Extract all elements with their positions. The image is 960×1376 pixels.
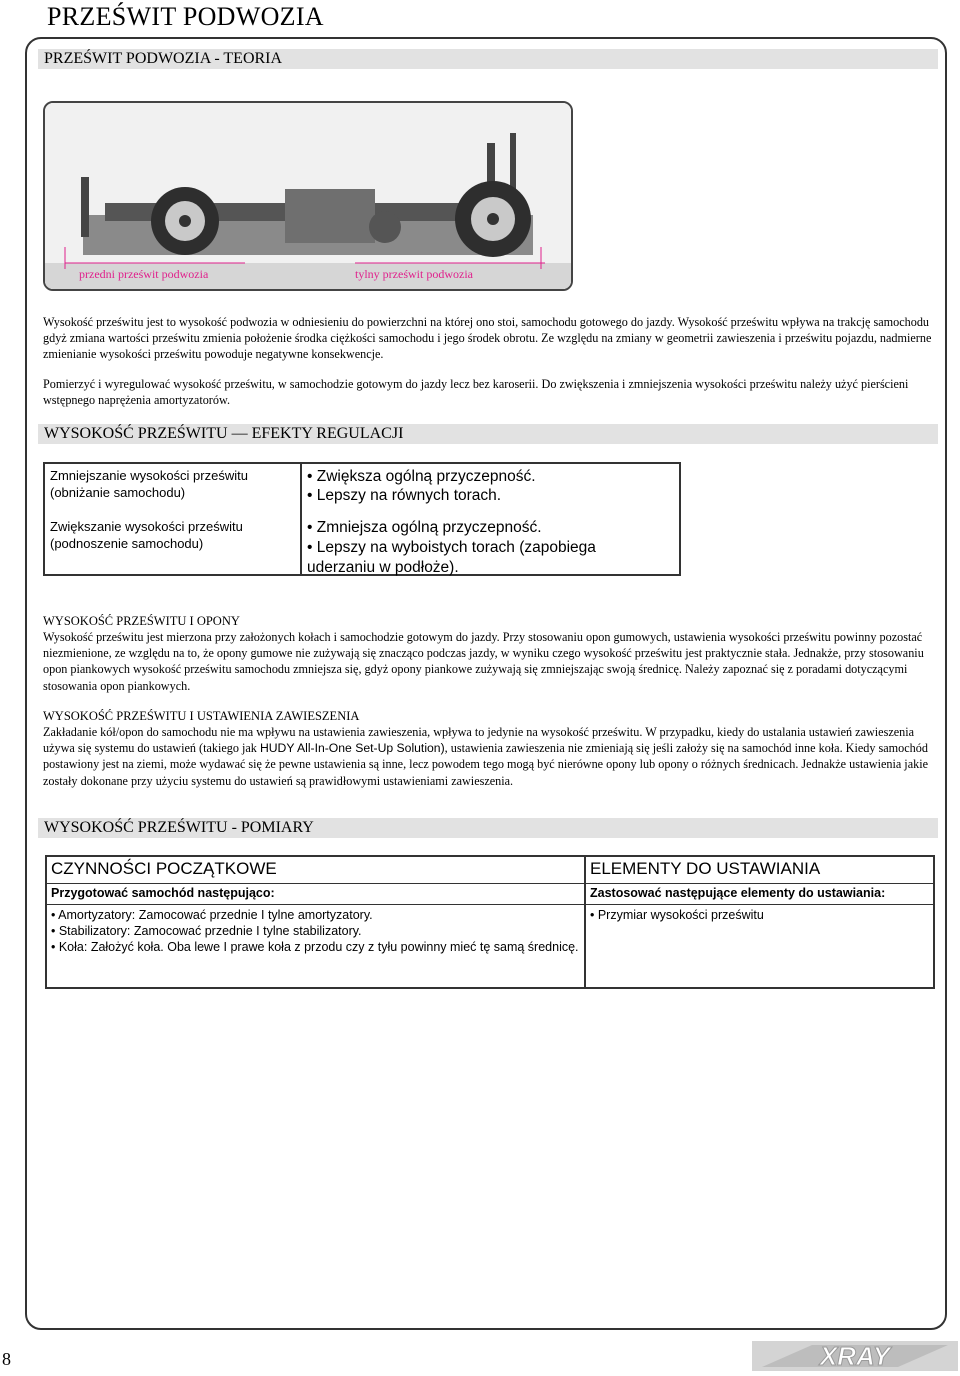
suspension-text-hudy: HUDY All-In-One Set-Up Solution) xyxy=(259,741,445,756)
page-title: PRZEŚWIT PODWOZIA xyxy=(47,2,324,31)
theory-paragraph-1: Wysokość prześwitu jest to wysokość podwozia w odniesieniu do powierzchni na której ono stoi, samochodu gotowego do jazdy. Wysokość prześwitu wpływa na trakcję samochodu gdyż zmiana wartości prześwitu zmienia położenie środka ciężkości samochodu i jego środek obrotu. Ze względu na zmiany w geometrii zawieszenia i prześwitu pojazdu, nadmierne zmienianie wysokości prześwitu powoduje negatywne konsekwencje. xyxy=(43,315,932,362)
suspension-paragraph xyxy=(43,724,933,789)
logo-text: XRAY xyxy=(819,1341,891,1371)
section-heading-theory: PRZEŚWIT PODWOZIA - TEORIA xyxy=(38,49,938,69)
xray-logo xyxy=(752,1341,958,1371)
section-heading-effects: WYSOKOŚĆ PRZEŚWITU — EFEKTY REGULACJI xyxy=(38,424,938,444)
setup-elements-header: ELEMENTY DO USTAWIANIA xyxy=(590,859,821,878)
section-heading-measure: WYSOKOŚĆ PRZEŚWITU - POMIARY xyxy=(38,818,938,838)
measure-sub-divider xyxy=(47,904,933,905)
effects-table xyxy=(43,462,681,576)
effects-row1-bullet1: • Zwiększa ogólną przyczepność. xyxy=(307,468,536,485)
heading-tires: WYSOKOŚĆ PRZEŚWITU I OPONY xyxy=(43,614,240,628)
suspension-text-c: , ustawienia zawieszenia nie zmieniają się jeśli założy się na samochód inne koła. Kiedy samochód postawiony jest na ziemi, może wydawać się że pewne ustawienia są inne, lecz powodem tego mogą być nierówne opony lub opony o różnych średnicach. Jednakże ustawienia jakie zostały dokonane przy użyciu systemu do ustawień są prawidłowymi ustawieniami zawieszenia. xyxy=(43,741,928,788)
measure-column-divider xyxy=(584,857,586,987)
suspension-text-a: Zakładanie kół/opon do samochodu nie ma wpływu na ustawienia zawieszenia, wpływa to jedynie na wysokość prześwitu. W przypadku, kiedy do ustalania ustawień zawieszenia używa się systemu do ustawień (takiego jak xyxy=(43,725,915,756)
caption-front-clearance: przedni prześwit podwozia xyxy=(79,267,209,281)
effects-row1-label: Zmniejszanie wysokości prześwitu (obniżanie samochodu) xyxy=(50,468,248,500)
list-item: • Stabilizatory: Zamocować przednie I tylne stabilizatory. xyxy=(51,924,362,938)
heading-suspension: WYSOKOŚĆ PRZEŚWITU I USTAWIENIA ZAWIESZENIA xyxy=(43,709,360,723)
initial-steps-subheader: Przygotować samochód następująco: xyxy=(51,886,275,900)
effects-row2-bullet1: • Zmniejsza ogólną przyczepność. xyxy=(307,519,542,536)
theory-paragraph-2: Pomierzyć i wyregulować wysokość prześwitu, w samochodzie gotowym do jazdy lecz bez karoserii. Do zwiększenia i zmniejszenia wysokości prześwitu należy użyć pierścieni wstępnego naprężenia amortyzatorów. xyxy=(43,377,909,408)
list-item: • Przymiar wysokości prześwitu xyxy=(590,908,764,922)
effects-row2-bullet2: • Lepszy na wyboistych torach (zapobiega uderzaniu w podłoże). xyxy=(307,539,596,576)
chassis-photo xyxy=(43,101,573,291)
list-item: • Amortyzatory: Zamocować przednie I tylne amortyzatory. xyxy=(51,908,373,922)
measurement-table xyxy=(45,855,935,989)
setup-elements-subheader: Zastosować następujące elementy do ustawiania: xyxy=(590,886,886,900)
caption-rear-clearance: tylny prześwit podwozia xyxy=(355,267,473,281)
effects-row2-label: Zwiększanie wysokości prześwitu (podnoszenie samochodu) xyxy=(50,519,243,551)
initial-steps-header: CZYNNOŚCI POCZĄTKOWE xyxy=(51,859,277,878)
list-item: • Koła: Założyć koła. Oba lewe I prawe koła z przodu czy z tyłu powinny mieć tę samą średnicę. xyxy=(51,940,579,954)
initial-steps-list xyxy=(51,907,581,955)
effects-row1-bullet2: • Lepszy na równych torach. xyxy=(307,487,502,504)
page-number: 8 xyxy=(2,1349,11,1369)
setup-elements-list xyxy=(590,907,920,923)
tires-paragraph: Wysokość prześwitu jest mierzona przy założonych kołach i samochodzie gotowym do jazdy. Przy stosowaniu opon gumowych, ustawienia wysokości prześwitu powinny pozostać niezmienione, ze względu na to, że opony gumowe nie zużywają się znacząco podczas jazdy, w wyniku czego wysokość prześwitu jest praktycznie stała. Jednakże, przy stosowaniu opon piankowych wysokość prześwitu samochodu zmniejsza się, gdyż opony piankowe zużywają się zmniejszając swoją średnicę. Należy zapoznać się z poradami dotyczącymi stosowania opon piankowych. xyxy=(43,630,924,693)
measure-header-divider xyxy=(47,883,933,884)
